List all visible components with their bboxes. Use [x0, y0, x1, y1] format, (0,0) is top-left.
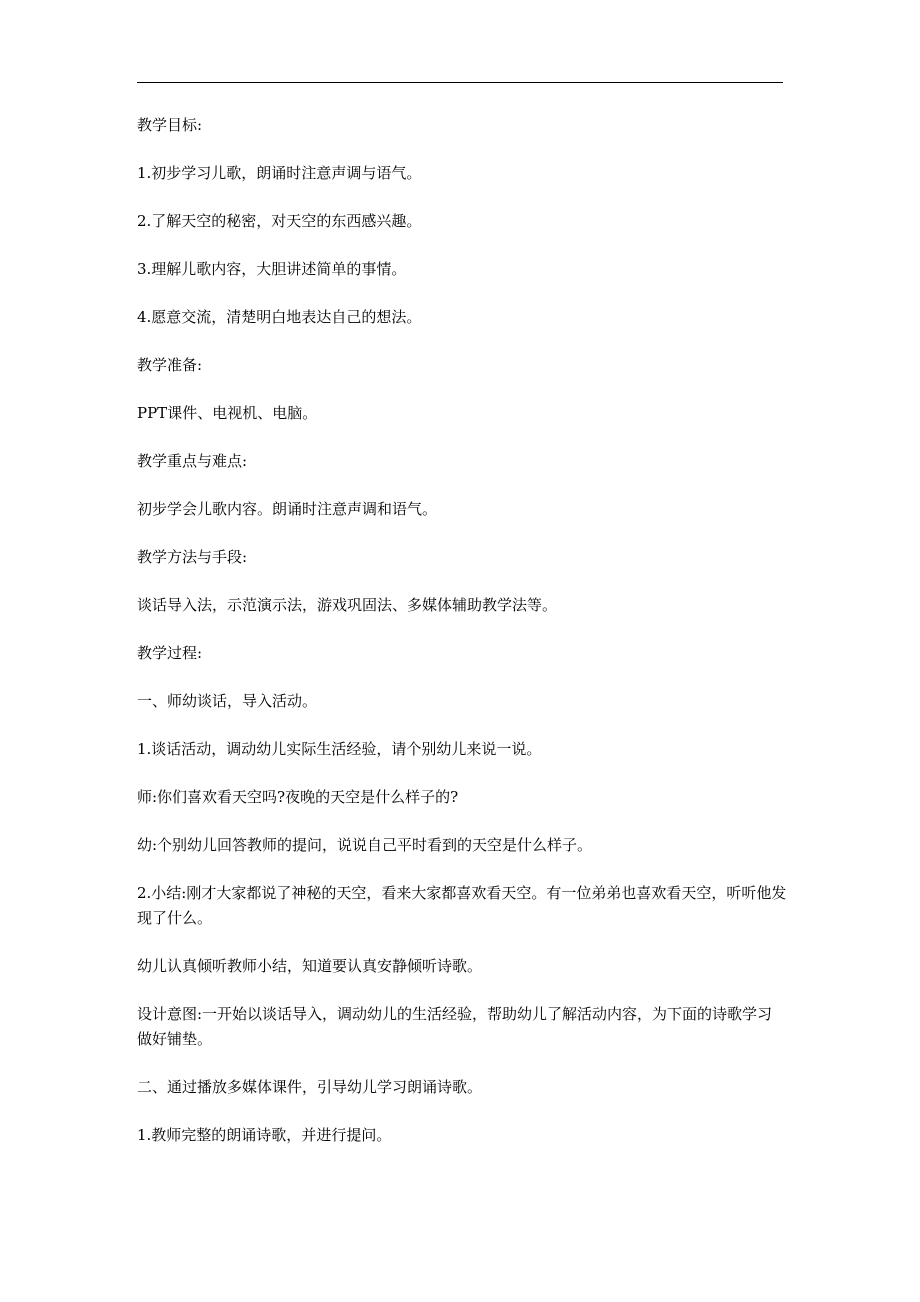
process-paragraph: 师:你们喜欢看天空吗?夜晚的天空是什么样子的? — [137, 788, 459, 806]
objective-item: 2.了解天空的秘密，对天空的东西感兴趣。 — [137, 212, 422, 230]
document-body — [137, 113, 787, 1171]
process-paragraph: 1.谈话活动，调动幼儿实际生活经验，请个别幼儿来说一说。 — [137, 740, 542, 758]
header-rule — [137, 82, 783, 83]
process-paragraph: 1.教师完整的朗诵诗歌，并进行提问。 — [137, 1126, 392, 1144]
key-points-text: 初步学会儿歌内容。朗诵时注意声调和语气。 — [137, 500, 438, 518]
design-intent-paragraph: 设计意图:一开始以谈话导入，调动幼儿的生活经验，帮助幼儿了解活动内容，为下面的诗歌学习做好铺垫。 — [137, 1005, 773, 1048]
preparation-text: PPT课件、电视机、电脑。 — [137, 404, 318, 422]
section-heading-key-points: 教学重点与难点: — [137, 452, 248, 470]
process-paragraph: 幼儿认真倾听教师小结，知道要认真安静倾听诗歌。 — [137, 957, 483, 975]
section-heading-process: 教学过程: — [137, 644, 203, 662]
methods-text: 谈话导入法，示范演示法，游戏巩固法、多媒体辅助教学法等。 — [137, 596, 558, 614]
objective-item: 1.初步学习儿歌，朗诵时注意声调与语气。 — [137, 164, 422, 182]
process-step-heading: 一、师幼谈话，导入活动。 — [137, 692, 318, 710]
process-paragraph: 幼:个别幼儿回答教师的提问，说说自己平时看到的天空是什么样子。 — [137, 836, 593, 854]
section-heading-preparation: 教学准备: — [137, 356, 203, 374]
objective-item: 4.愿意交流，清楚明白地表达自己的想法。 — [137, 308, 422, 326]
section-heading-methods: 教学方法与手段: — [137, 548, 248, 566]
section-heading-objectives: 教学目标: — [137, 116, 203, 134]
process-step-heading: 二、通过播放多媒体课件，引导幼儿学习朗诵诗歌。 — [137, 1078, 483, 1096]
objective-item: 3.理解儿歌内容，大胆讲述简单的事情。 — [137, 260, 407, 278]
process-paragraph: 2.小结:刚才大家都说了神秘的天空，看来大家都喜欢看天空。有一位弟弟也喜欢看天空，听听他发现了什么。 — [137, 884, 787, 927]
